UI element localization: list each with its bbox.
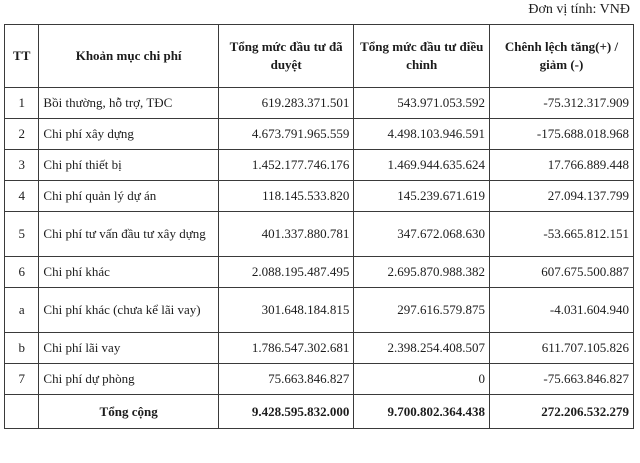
- row-adjusted: 2.695.870.988.382: [354, 257, 490, 288]
- row-approved: 75.663.846.827: [218, 364, 354, 395]
- row-tt: 5: [5, 212, 39, 257]
- table-row: [5, 288, 634, 333]
- table-row: [5, 333, 634, 364]
- row-item: Chi phí lãi vay: [39, 333, 218, 364]
- row-approved: 301.648.184.815: [218, 288, 354, 333]
- row-adjusted: 4.498.103.946.591: [354, 119, 490, 150]
- total-tt-empty: [5, 395, 39, 429]
- total-adjusted: 9.700.802.364.438: [354, 395, 490, 429]
- row-item: Chi phí thiết bị: [39, 150, 218, 181]
- row-diff: -75.663.846.827: [490, 364, 634, 395]
- header-diff: Chênh lệch tăng(+) / giảm (-): [490, 25, 634, 88]
- table-row: [5, 364, 634, 395]
- total-label: Tổng cộng: [39, 395, 218, 429]
- row-adjusted: 297.616.579.875: [354, 288, 490, 333]
- row-approved: 1.786.547.302.681: [218, 333, 354, 364]
- header-row: [5, 25, 634, 88]
- header-adjusted: Tổng mức đầu tư điều chỉnh: [354, 25, 490, 88]
- row-adjusted: 1.469.944.635.624: [354, 150, 490, 181]
- row-approved: 118.145.533.820: [218, 181, 354, 212]
- row-adjusted: 543.971.053.592: [354, 88, 490, 119]
- row-item: Chi phí dự phòng: [39, 364, 218, 395]
- header-item: Khoản mục chi phí: [39, 25, 218, 88]
- row-tt: 1: [5, 88, 39, 119]
- row-approved: 4.673.791.965.559: [218, 119, 354, 150]
- row-diff: -53.665.812.151: [490, 212, 634, 257]
- row-adjusted: 145.239.671.619: [354, 181, 490, 212]
- row-approved: 401.337.880.781: [218, 212, 354, 257]
- row-diff: 17.766.889.448: [490, 150, 634, 181]
- row-item: Chi phí khác (chưa kể lãi vay): [39, 288, 218, 333]
- investment-cost-table: [4, 24, 634, 429]
- row-diff: -4.031.604.940: [490, 288, 634, 333]
- row-tt: 3: [5, 150, 39, 181]
- table-row: [5, 150, 634, 181]
- row-adjusted: 0: [354, 364, 490, 395]
- row-item: Chi phí xây dựng: [39, 119, 218, 150]
- row-approved: 2.088.195.487.495: [218, 257, 354, 288]
- table-row: [5, 257, 634, 288]
- row-tt: 2: [5, 119, 39, 150]
- row-approved: 1.452.177.746.176: [218, 150, 354, 181]
- table-row: [5, 88, 634, 119]
- unit-label: Đơn vị tính: VNĐ: [528, 2, 630, 17]
- header-tt: TT: [5, 25, 39, 88]
- total-diff: 272.206.532.279: [490, 395, 634, 429]
- table-row: [5, 119, 634, 150]
- row-adjusted: 2.398.254.408.507: [354, 333, 490, 364]
- table-row: [5, 181, 634, 212]
- row-adjusted: 347.672.068.630: [354, 212, 490, 257]
- row-diff: 611.707.105.826: [490, 333, 634, 364]
- row-tt: a: [5, 288, 39, 333]
- row-diff: -75.312.317.909: [490, 88, 634, 119]
- row-tt: b: [5, 333, 39, 364]
- row-item: Bồi thường, hỗ trợ, TĐC: [39, 88, 218, 119]
- row-diff: 607.675.500.887: [490, 257, 634, 288]
- total-approved: 9.428.595.832.000: [218, 395, 354, 429]
- row-tt: 4: [5, 181, 39, 212]
- row-item: Chi phí khác: [39, 257, 218, 288]
- row-tt: 6: [5, 257, 39, 288]
- row-diff: -175.688.018.968: [490, 119, 634, 150]
- row-item: Chi phí tư vấn đầu tư xây dựng: [39, 212, 218, 257]
- row-tt: 7: [5, 364, 39, 395]
- row-approved: 619.283.371.501: [218, 88, 354, 119]
- row-diff: 27.094.137.799: [490, 181, 634, 212]
- row-item: Chi phí quản lý dự án: [39, 181, 218, 212]
- header-approved: Tổng mức đầu tư đã duyệt: [218, 25, 354, 88]
- table-row: [5, 212, 634, 257]
- total-row: [5, 395, 634, 429]
